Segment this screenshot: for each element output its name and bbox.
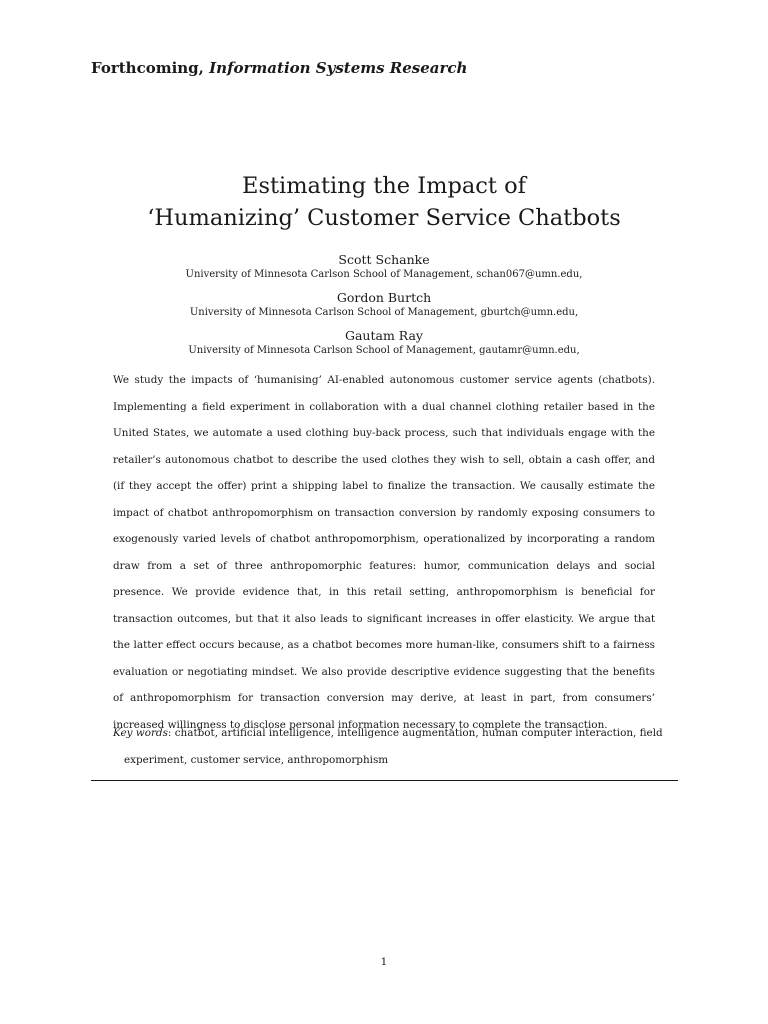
title-line-2: ‘Humanizing’ Customer Service Chatbots (147, 205, 621, 231)
author-affiliation: University of Minnesota Carlson School of Management, schan067@umn.edu, (185, 269, 583, 280)
author-name: Gordon Burtch (336, 290, 432, 305)
author-affiliation: University of Minnesota Carlson School of Management, gautamr@umn.edu, (188, 345, 580, 356)
author-block-1 (0, 252, 768, 281)
keywords-label: Key words (113, 727, 168, 739)
author-name: Scott Schanke (338, 252, 430, 267)
abstract: We study the impacts of ‘humanising’ AI-enabled autonomous customer service agents (chatbots). Implementing a field experiment in collaboration with a dual channel clothing retailer based in the United States, we automate a used clothing buy-back process, such that individuals engage with the retailer’s autonomous chatbot to describe the used clothes they wish to sell, obtain a cash offer, and (if they accept the offer) print a shipping label to finalize the transaction. We causally estimate the impact of chatbot anthropomorphism on transaction conversion by randomly exposing consumers to exogenously varied levels of chatbot anthropomorphism, operationalized by incorporating a random draw from a set of three anthropomorphic features: humor, communication delays and social presence. We provide evidence that, in this retail setting, anthropomorphism is beneficial for transaction outcomes, but that it also leads to significant increases in offer elasticity. We argue that the latter effect occurs because, as a chatbot becomes more human-like, consumers shift to a fairness evaluation or negotiating mindset. We also provide descriptive evidence suggesting that the benefits of anthropomorphism for transaction conversion may derive, at least in part, from consumers’ increased willingness to disclose personal information necessary to complete the transaction. (113, 374, 655, 731)
author-name: Gautam Ray (344, 328, 423, 343)
section-divider (91, 780, 678, 781)
journal-header (91, 59, 467, 77)
keywords-list: chatbot, artificial intelligence, intelligence augmentation, human computer interaction, field experiment, customer service, anthropomorphism (124, 727, 663, 766)
journal-prefix: Forthcoming, (91, 59, 204, 77)
author-block-2 (0, 290, 768, 319)
keywords-separator: : (167, 727, 172, 739)
author-block-3 (0, 328, 768, 357)
paper-title (0, 170, 768, 234)
title-line-1: Estimating the Impact of (242, 173, 526, 199)
journal-name: Information Systems Research (209, 59, 468, 77)
page-number: 1 (380, 956, 388, 968)
keywords (113, 720, 684, 774)
author-affiliation: University of Minnesota Carlson School of Management, gburtch@umn.edu, (189, 307, 579, 318)
